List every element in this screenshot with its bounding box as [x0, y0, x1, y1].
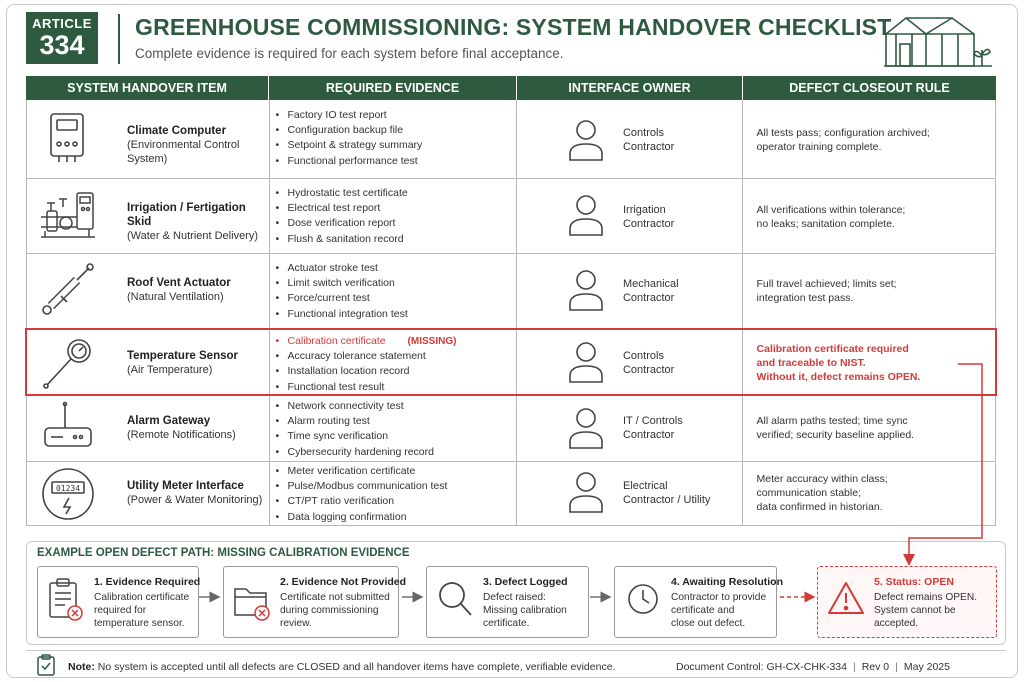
evidence-item: • Dose verification report	[288, 216, 408, 231]
step-line: Contractor to provide	[671, 592, 767, 603]
evidence-item: • Data logging confirmation	[288, 510, 448, 525]
evidence-cell	[270, 330, 517, 394]
item-cell	[27, 396, 270, 461]
step-line: System cannot be	[874, 605, 956, 616]
table-row	[26, 462, 996, 526]
evidence-item: • Functional integration test	[288, 307, 408, 322]
item-subtitle: (Water & Nutrient Delivery)	[127, 230, 259, 242]
note-text: No system is accepted until all defects are CLOSED and all handover items have complete, verifiable evidence.	[97, 661, 616, 673]
evidence-item: • Factory IO test report	[288, 108, 423, 123]
rule-line: communication stable;	[756, 487, 861, 499]
rule-cell	[743, 396, 995, 461]
owner-name: IT / Controls	[622, 415, 683, 427]
irrigation-skid-icon	[39, 187, 97, 245]
document-control: Document Control: GH-CX-CHK-334 | Rev 0 | May 2025	[676, 661, 950, 673]
folder-x-icon	[232, 577, 272, 623]
item-name: Roof Vent Actuator	[127, 277, 231, 289]
rule-line: and traceable to NIST.	[756, 357, 866, 369]
owner-name: Contractor	[622, 429, 675, 441]
doc-control-id: Document Control: GH-CX-CHK-334	[676, 661, 847, 673]
evidence-cell	[270, 462, 517, 525]
evidence-item: • Flush & sanitation record	[288, 232, 408, 247]
step-title: 3. Defect Logged	[483, 576, 568, 588]
item-name: Climate Computer	[127, 125, 227, 137]
owner-name: Electrical	[622, 480, 668, 492]
rule-cell	[743, 330, 995, 394]
footer-divider	[26, 650, 1006, 651]
step-line: Calibration certificate	[94, 592, 190, 603]
step-line: close out defect.	[671, 618, 746, 629]
note-label: Note:	[68, 661, 95, 673]
table-row-highlighted	[25, 328, 997, 396]
rule-line: All verifications within tolerance;	[756, 204, 906, 216]
owner-cell	[517, 330, 743, 394]
rule-line: operator training complete.	[756, 141, 882, 153]
rule-cell	[743, 462, 995, 525]
evidence-item: • Accuracy tolerance statement	[288, 349, 457, 364]
column-header-owner: INTERFACE OWNER	[517, 76, 743, 100]
step-line: required for	[94, 605, 147, 616]
evidence-item: • Installation location record	[288, 364, 457, 379]
evidence-item: • Actuator stroke test	[288, 261, 408, 276]
evidence-item: • Pulse/Modbus communication test	[288, 479, 448, 494]
owner-name: Mechanical	[622, 278, 679, 290]
header-divider	[118, 14, 120, 64]
owner-name: Contractor	[622, 141, 675, 153]
owner-cell	[517, 396, 743, 461]
step-line: Defect remains OPEN.	[874, 592, 978, 603]
evidence-item: • Functional performance test	[288, 154, 423, 169]
item-subtitle: (Air Temperature)	[127, 364, 213, 376]
climate-computer-icon	[39, 110, 97, 168]
owner-name: Contractor / Utility	[622, 494, 711, 506]
vent-actuator-icon	[39, 262, 97, 320]
step-evidence-required	[37, 566, 199, 638]
clipboard-check-icon	[36, 654, 56, 676]
owner-cell	[517, 179, 743, 253]
item-cell	[27, 330, 270, 394]
rule-line: integration test pass.	[756, 292, 854, 304]
evidence-cell	[270, 396, 517, 461]
evidence-item: • Electrical test report	[288, 201, 408, 216]
article-badge	[26, 12, 98, 64]
rule-line: no leaks; sanitation complete.	[756, 218, 895, 230]
item-name: Temperature Sensor	[127, 350, 238, 362]
owner-name: Irrigation	[622, 204, 666, 216]
person-icon	[567, 193, 605, 237]
item-cell	[27, 462, 270, 525]
defect-path-panel	[26, 541, 1006, 645]
evidence-item: • Force/current test	[288, 291, 408, 306]
table-row	[26, 100, 996, 179]
defect-path-title: EXAMPLE OPEN DEFECT PATH: MISSING CALIBRATION EVIDENCE	[37, 547, 410, 559]
step-line: accepted.	[874, 618, 919, 629]
person-icon	[567, 118, 605, 162]
step-title: 4. Awaiting Resolution	[671, 576, 784, 588]
rule-line: Calibration certificate required	[756, 343, 909, 355]
page-title: GREENHOUSE COMMISSIONING: SYSTEM HANDOVER CHECKLIST	[135, 14, 892, 40]
table-header	[26, 76, 996, 100]
evidence-item: • Hydrostatic test certificate	[288, 186, 408, 201]
rule-cell	[743, 179, 995, 253]
step-awaiting-resolution	[614, 566, 784, 638]
warning-icon	[826, 577, 866, 623]
evidence-item: • Cybersecurity hardening record	[288, 445, 435, 460]
step-line: temperature sensor.	[94, 618, 185, 629]
evidence-item: • Time sync verification	[288, 429, 435, 444]
step-line: certificate and	[671, 605, 735, 616]
missing-evidence-label: Calibration certificate	[287, 335, 386, 347]
step-line: Certificate not submitted	[280, 592, 390, 603]
evidence-cell	[270, 179, 517, 253]
evidence-item: • Network connectivity test	[288, 399, 435, 414]
footer-note	[68, 661, 615, 673]
owner-name: Controls	[622, 127, 664, 139]
column-header-evidence: REQUIRED EVIDENCE	[269, 76, 517, 100]
evidence-cell	[270, 100, 517, 178]
utility-meter-icon	[39, 465, 97, 523]
rule-line: Full travel achieved; limits set;	[756, 278, 897, 290]
evidence-item: • Functional test result	[288, 380, 457, 395]
owner-cell	[517, 100, 743, 178]
clock-icon	[623, 577, 663, 623]
step-line: Defect raised:	[483, 592, 546, 603]
item-name: Alarm Gateway	[127, 415, 211, 427]
column-header-rule: DEFECT CLOSEOUT RULE	[789, 81, 950, 95]
owner-name: Controls	[622, 350, 664, 362]
item-cell	[27, 254, 270, 328]
item-name: Utility Meter Interface	[127, 480, 244, 492]
alarm-gateway-icon	[39, 400, 97, 458]
step-title: 1. Evidence Required	[94, 576, 201, 588]
owner-cell	[517, 462, 743, 525]
handover-table	[26, 76, 996, 526]
step-status-open	[817, 566, 997, 638]
item-subtitle: (Environmental Control	[127, 139, 240, 151]
rule-line: data confirmed in historian.	[756, 501, 883, 513]
evidence-item: • Meter verification certificate	[288, 464, 448, 479]
table-row	[26, 254, 996, 329]
rule-line: Meter accuracy within class;	[756, 473, 888, 485]
item-subtitle: (Remote Notifications)	[127, 429, 236, 441]
step-line: certificate.	[483, 618, 530, 629]
person-icon	[567, 406, 605, 450]
step-title: 5. Status: OPEN	[874, 576, 954, 588]
item-cell	[27, 179, 270, 253]
rule-cell	[743, 254, 995, 328]
item-name: Irrigation / Fertigation Skid	[127, 202, 246, 228]
evidence-item: • Configuration backup file	[288, 123, 423, 138]
step-line: Missing calibration	[483, 605, 567, 616]
item-subtitle: (Natural Ventilation)	[127, 291, 224, 303]
evidence-item: • Alarm routing test	[288, 414, 435, 429]
greenhouse-icon	[882, 12, 994, 68]
rule-line: Without it, defect remains OPEN.	[756, 371, 921, 383]
owner-name: Contractor	[622, 292, 675, 304]
magnifier-icon	[435, 577, 475, 623]
item-subtitle: (Power & Water Monitoring)	[127, 494, 263, 506]
evidence-item: • CT/PT ratio verification	[288, 494, 448, 509]
missing-badge: (MISSING)	[407, 336, 457, 347]
clipboard-x-icon	[46, 577, 86, 623]
step-line: during commissioning	[280, 605, 379, 616]
rule-line: All alarm paths tested; time sync	[756, 415, 908, 427]
step-defect-logged	[426, 566, 589, 638]
rule-line: verified; security baseline applied.	[756, 429, 915, 441]
step-title: 2. Evidence Not Provided	[280, 576, 407, 588]
person-icon	[567, 340, 605, 384]
evidence-item: • Limit switch verification	[288, 276, 408, 291]
table-row	[26, 396, 996, 462]
meter-reading: 01234	[55, 484, 81, 493]
temperature-sensor-icon	[39, 335, 97, 393]
evidence-item: • Setpoint & strategy summary	[288, 138, 423, 153]
doc-date: May 2025	[903, 661, 950, 673]
article-label: ARTICLE	[32, 16, 92, 31]
person-icon	[567, 268, 605, 312]
page-subtitle: Complete evidence is required for each system before final acceptance.	[135, 46, 564, 61]
article-number: 334	[39, 30, 85, 60]
step-evidence-not-provided	[223, 566, 407, 638]
item-cell	[27, 100, 270, 178]
rule-cell	[743, 100, 995, 178]
step-line: review.	[280, 618, 312, 629]
rule-line: All tests pass; configuration archived;	[756, 127, 930, 139]
doc-revision: Rev 0	[861, 661, 890, 673]
owner-name: Contractor	[622, 364, 675, 376]
item-subtitle: System)	[127, 153, 168, 165]
evidence-item-missing	[288, 334, 457, 349]
evidence-cell	[270, 254, 517, 328]
owner-name: Contractor	[622, 218, 675, 230]
person-icon	[567, 470, 605, 514]
column-header-item: SYSTEM HANDOVER ITEM	[26, 76, 269, 100]
table-row	[26, 179, 996, 254]
owner-cell	[517, 254, 743, 328]
